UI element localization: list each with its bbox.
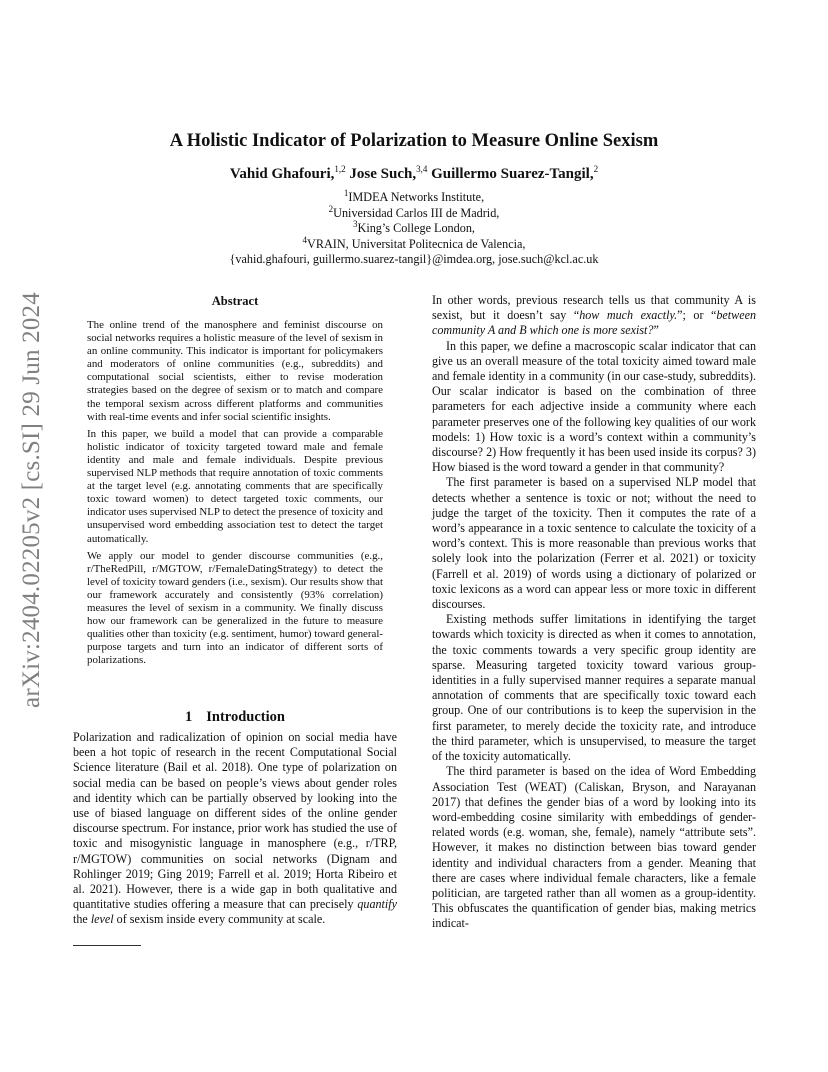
section-heading-introduction — [73, 709, 397, 726]
paper-title: A Holistic Indicator of Polarization to Measure Online Sexism — [169, 131, 659, 151]
introduction-body — [73, 730, 397, 928]
body-paragraph: The first parameter is based on a supervised NLP model that detects whether a sentence is toxic or not; without the need to judge the target of the toxicity. Then it computes the rate of a word’s appearance in a toxic sentence to calculate the toxicity of a word’s context. This is more reasonable than previous works that solely look into the polarization (Ferrer et al. 2021) or toxicity (Farrell et al. 2019) of words using a dictionary of polarized or toxic lexicons as a word can appear less or more toxic in different discourses. — [432, 475, 756, 612]
affiliation-line: $^3$King’s College London, — [353, 218, 475, 235]
abstract-heading: Abstract — [211, 294, 259, 308]
emphasis: level — [90, 912, 114, 927]
author-affiliation-marker: 3,4 — [416, 164, 428, 174]
right-column-body — [432, 293, 756, 932]
abstract-body — [87, 319, 383, 671]
author-emails: {vahid.ghafouri, guillermo.suarez-tangil}@imdea.org, jose.such@kcl.ac.uk — [229, 252, 599, 266]
arxiv-identifier: arXiv:2404.02205v2 [cs.SI] 29 Jun 2024 — [18, 292, 45, 708]
abstract-paragraph: In this paper, we build a model that can provide a comparable holistic indicator of toxicity targeted toward male and female identity and male and female individuals. Despite previous supervised NLP methods that require annotation of toxic comments at the target level (e.g. annotating comments that are specifically toxic toward women) to detect targeted toxic comments, our indicator uses supervised NLP to detect the presence of toxicity and unsupervised word embedding association test to detect the target automatically. — [87, 427, 383, 545]
author-name: Vahid Ghafouri, — [229, 166, 335, 182]
affiliations — [60, 187, 768, 268]
emphasis: how much exactly. — [579, 308, 678, 323]
body-paragraph: Polarization and radicalization of opinion on social media have been a hot topic of research in the recent Computational Social Science literature (Bail et al. 2018). One type of polarization on social media can be based on people’s views about gender roles and identity which can be partially observed by looking into the use of biased language on different sides of the online gender discourse spectrum. For instance, prior work has studied the use of toxic and misogynistic language in manosphere (e.g., r/TRP, r/MGTOW) communities on social networks (Dignam and Rohlinger 2019; Ging 2019; Farrell et al. 2019; Horta Ribeiro et al. 2021). However, there is a wide gap in both qualitative and quantitative studies offering a measure that can precisely quantify the level of sexism inside every community at scale. — [73, 730, 397, 927]
author-list — [60, 166, 768, 183]
affiliation-line: $^4$VRAIN, Universitat Politecnica de Valencia, — [302, 234, 526, 251]
author-name: Guillermo Suarez-Tangil, — [431, 166, 594, 182]
emphasis: between community A and B which one is more sexist? — [432, 308, 756, 338]
author-affiliation-marker: 2 — [593, 164, 599, 174]
author-affiliation-marker: 1,2 — [334, 164, 346, 174]
section-number: 1 — [185, 709, 193, 725]
affiliation-line: $^1$IMDEA Networks Institute, — [343, 187, 485, 204]
body-paragraph: The third parameter is based on the idea of Word Embedding Association Test (WEAT) (Caliskan, Bryson, and Narayanan 2017) that defines the gender bias of a word by looking into its word-embedding cosine similarity with embeddings of gender-related words (e.g. woman, she, female), namely “attribute sets”. However, it makes no distinction between bias toward gender identity and individual characters from a gender. Meaning that there are cases where individual female characters, like a female politician, are targeted rather than all women as a group-identity. This obfuscates the quantification of gender bias, making metrics indicat- — [432, 764, 756, 931]
abstract-paragraph: We apply our model to gender discourse communities (e.g., r/TheRedPill, r/MGTOW, r/FemaleDatingStrategy) to detect the level of toxicity toward genders (i.e., sexism). Our results show that our framework accurately and consistently (93% correlation) measures the level of sexism in a community. We finally discuss how our framework can be generalized in the future to measure qualities other than toxicity (e.g. sentiment, humor) toward general-purpose targets and turn into an indicator of different sorts of polarizations. — [87, 549, 383, 667]
affiliation-line: $^2$Universidad Carlos III de Madrid, — [328, 203, 500, 220]
body-paragraph: Existing methods suffer limitations in identifying the target towards which toxicity is directed as when it comes to annotation, the toxic comments towards a very specific group identity are sparse. Measuring targeted toxicity toward various group-identities in a fully supervised manner requires a separate manual annotation of comments that are specifically toxic toward each group. One of our contributions is to keep the supervision in the first parameter, to merely decide the toxicity rate, and introduce the third parameter, which is unsupervised, to measure the target of the toxicity automatically. — [432, 612, 756, 764]
emphasis: quantify — [357, 897, 397, 912]
arxiv-stamp — [10, 292, 54, 708]
section-title: Introduction — [206, 709, 285, 725]
abstract-paragraph: The online trend of the manosphere and feminist discourse on social networks requires a holistic measure of the level of sexism in an online community. This indicator is important for policymakers and moderators of online communities (e.g., subreddits) and computational social scientists, either to revise moderation strategies based on the degree of sexism or to match and compare the temporal sexism across different platforms and communities with real-time events and infer social scientific insights. — [87, 319, 383, 423]
body-paragraph: In other words, previous research tells us that community A is sexist, but it doesn’t say “how much exactly.”; or “between community A and B which one is more sexist?” — [432, 293, 756, 338]
author-name: Jose Such, — [349, 166, 417, 182]
footnote-rule — [73, 945, 141, 946]
body-paragraph: In this paper, we define a macroscopic scalar indicator that can give us an overall measure of the total toxicity aimed toward male and female identity in a community (in our case-study, subreddits). Our scalar indicator is based on the combination of three parameters for each adjective inside a community where each parameter preserves one of the following key qualities of our work models: 1) How toxic is a word’s context within a community’s discourse? 2) How frequently it has been used inside its corpus? 3) How biased is the word toward a gender in that community? — [432, 338, 756, 475]
